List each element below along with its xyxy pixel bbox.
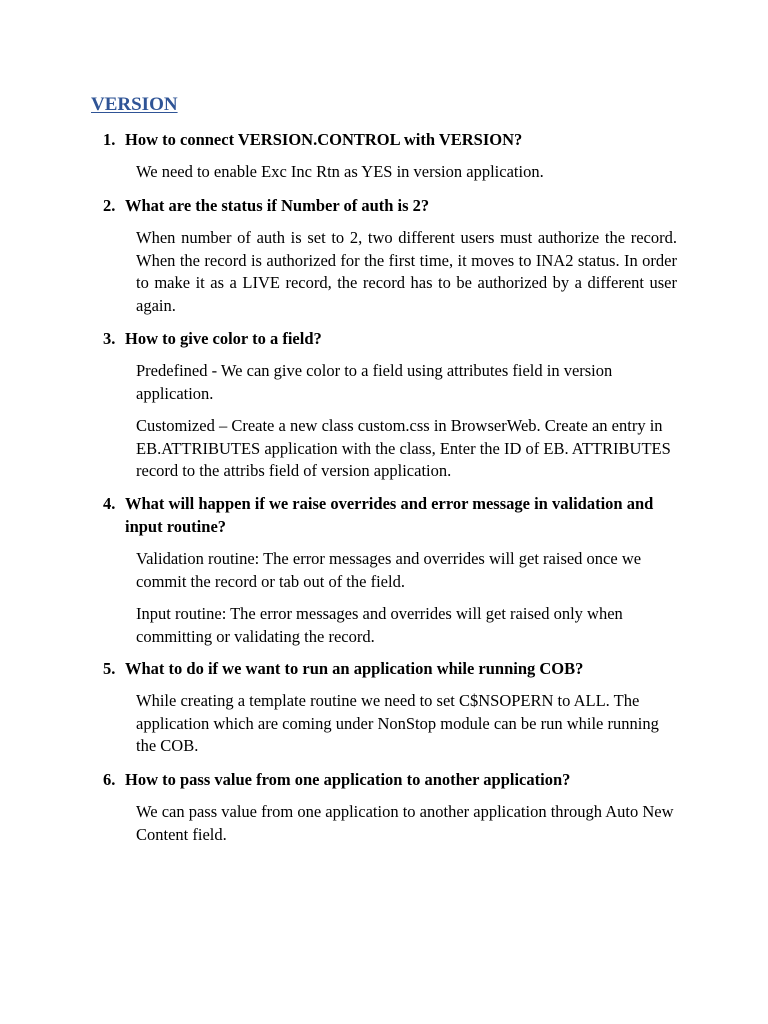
answer-3b: Customized – Create a new class custom.css in BrowserWeb. Create an entry in EB.ATTRIBUTES application with the class, Enter the ID of EB. ATTRIBUTES record to the attribs field of version application. xyxy=(136,416,671,480)
answer-2: When number of auth is set to 2, two different users must authorize the record. When the record is authorized for the first time, it moves to INA2 status. In order to make it as a LIVE record, the record has to be authorized by a different user again. xyxy=(136,228,677,315)
question-5 xyxy=(103,658,683,681)
question-2 xyxy=(103,195,683,218)
question-number: 5. xyxy=(103,659,116,678)
question-number: 1. xyxy=(103,130,116,149)
question-text: What are the status if Number of auth is 2? xyxy=(125,196,430,215)
section-heading: VERSION xyxy=(91,94,178,115)
answer-4b: Input routine: The error messages and overrides will get raised only when committing or validating the record. xyxy=(136,604,623,646)
answer-6: We can pass value from one application to another application through Auto New Content field. xyxy=(136,802,674,844)
question-text: What will happen if we raise overrides and error message in validation and input routine? xyxy=(125,494,654,536)
question-4 xyxy=(103,493,683,538)
question-number: 2. xyxy=(103,196,116,215)
question-text: What to do if we want to run an application while running COB? xyxy=(125,659,584,678)
question-number: 4. xyxy=(103,494,116,513)
question-text: How to connect VERSION.CONTROL with VERSION? xyxy=(125,130,523,149)
question-number: 6. xyxy=(103,770,116,789)
question-text: How to pass value from one application to another application? xyxy=(125,770,571,789)
question-number: 3. xyxy=(103,329,116,348)
question-text: How to give color to a field? xyxy=(125,329,322,348)
question-6 xyxy=(103,769,683,792)
answer-3a: Predefined - We can give color to a field using attributes field in version application. xyxy=(136,361,613,403)
question-1 xyxy=(103,129,683,152)
answer-5: While creating a template routine we need to set C$NSOPERN to ALL. The application which are coming under NonStop module can be run while running the COB. xyxy=(136,691,659,755)
answer-4a: Validation routine: The error messages and overrides will get raised once we commit the record or tab out of the field. xyxy=(136,549,642,591)
question-3 xyxy=(103,328,683,351)
answer-1: We need to enable Exc Inc Rtn as YES in version application. xyxy=(136,162,544,181)
